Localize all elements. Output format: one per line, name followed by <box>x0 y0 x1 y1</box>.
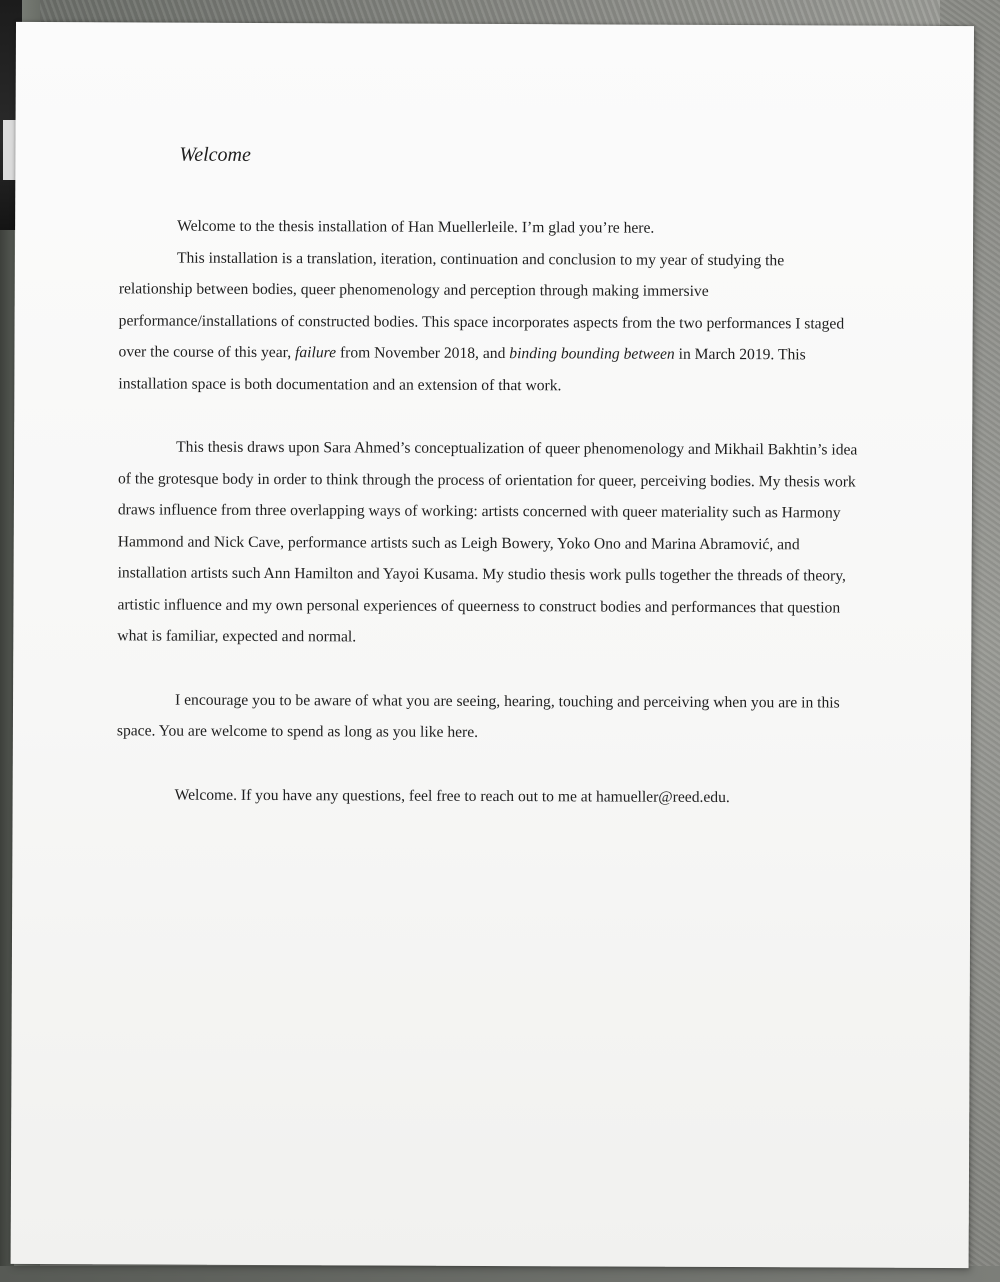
installation-text-b: from November 2018, and <box>336 344 510 363</box>
paragraph-installation <box>118 242 859 403</box>
document-heading: Welcome <box>179 143 251 166</box>
paper-sheet <box>11 22 974 1268</box>
installation-text-a: This installation is a translation, iteration, continuation and conclusion to my year of studying the relationship between bodies, queer phenomenology and perception through making immersive performance/installations of constructed bodies. This space incorporates aspects from the two performances I staged over the course of this year, <box>118 249 845 362</box>
paragraph-intro <box>119 210 859 245</box>
paragraph-thesis: This thesis draws upon Sara Ahmed’s conceptualization of queer phenomenology and Mikhail Bakhtin’s idea of the grotesque body in order to think through the process of orientation for queer, perceiving bodies. My thesis work draws influence from three overlapping ways of working: artists concerned with queer materiality such as Harmony Hammond and Nick Cave, performance artists such as Leigh Bowery, Yoko Ono and Marina Abramović, and installation artists such Ann Hamilton and Yayoi Kusama. My studio thesis work pulls together the threads of theory, artistic influence and my own personal experiences of queerness to construct bodies and performances that question what is familiar, expected and normal. <box>117 438 858 646</box>
paragraph-gap <box>117 747 857 782</box>
installation-text-c: in March 2019. This installation space is both documentation and an extension of that work. <box>118 345 806 394</box>
document-body <box>117 140 860 813</box>
wall-background-bottom <box>0 1266 1000 1282</box>
title-binding-bounding-between: binding bounding between <box>509 345 675 363</box>
paragraph-encourage: I encourage you to be aware of what you are seeing, hearing, touching and perceiving when you are in this space. You are welcome to spend as long as you like here. <box>116 691 840 741</box>
paragraph-gap <box>117 652 857 687</box>
paragraph-contact: Welcome. If you have any questions, feel free to reach out to me at hamueller@reed.edu. <box>174 786 730 806</box>
paragraph-gap <box>118 399 858 434</box>
title-failure: failure <box>295 344 337 362</box>
intro-text: Welcome to the thesis installation of Han Muellerleile. I’m glad you’re here. <box>177 217 655 237</box>
